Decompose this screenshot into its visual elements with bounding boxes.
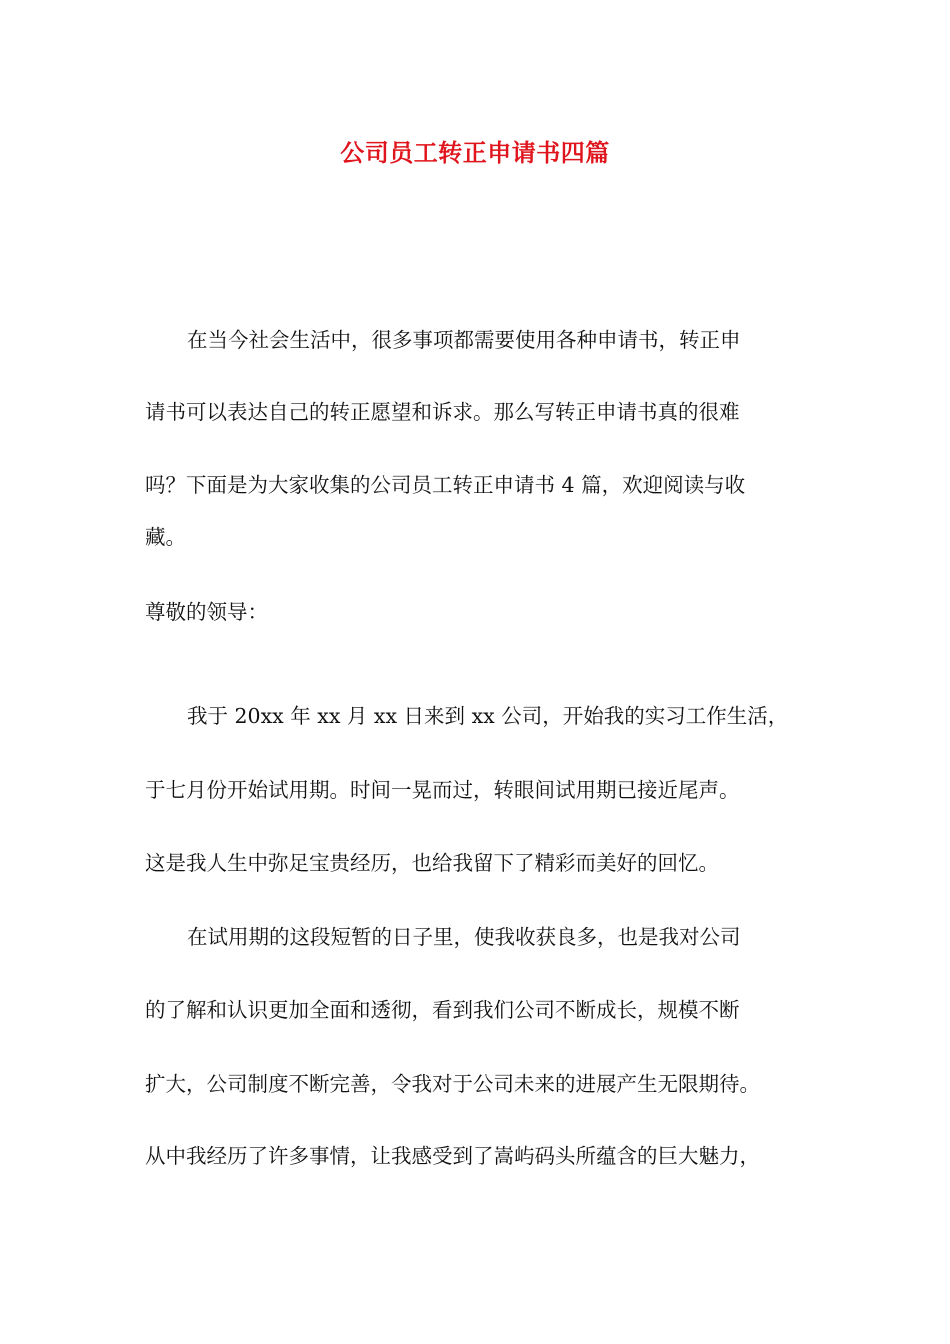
salutation: 尊敬的领导：	[145, 600, 268, 624]
document-title: 公司员工转正申请书四篇	[340, 139, 610, 167]
body-paragraph-2-line-3: 扩大，公司制度不断完善，令我对于公司未来的进展产生无限期待。	[145, 1072, 760, 1096]
intro-paragraph-line-2: 请书可以表达自己的转正愿望和诉求。那么写转正申请书真的很难	[145, 400, 740, 424]
body-paragraph-1-line-1: 我于 20xx 年 xx 月 xx 日来到 xx 公司，开始我的实习工作生活，	[187, 704, 789, 728]
intro-paragraph-line-4: 藏。	[145, 525, 186, 549]
body-paragraph-2-line-4: 从中我经历了许多事情，让我感受到了嵩屿码头所蕴含的巨大魅力，	[145, 1144, 760, 1168]
intro-paragraph-line-1: 在当今社会生活中，很多事项都需要使用各种申请书，转正申	[187, 328, 741, 352]
body-paragraph-2-line-2: 的了解和认识更加全面和透彻，看到我们公司不断成长，规模不断	[145, 998, 740, 1022]
body-paragraph-1-line-3: 这是我人生中弥足宝贵经历，也给我留下了精彩而美好的回忆。	[145, 851, 719, 875]
body-paragraph-2-line-1: 在试用期的这段短暂的日子里，使我收获良多，也是我对公司	[187, 925, 741, 949]
body-paragraph-1-line-2: 于七月份开始试用期。时间一晃而过，转眼间试用期已接近尾声。	[145, 778, 740, 802]
intro-paragraph-line-3: 吗？下面是为大家收集的公司员工转正申请书 4 篇，欢迎阅读与收	[145, 473, 746, 497]
